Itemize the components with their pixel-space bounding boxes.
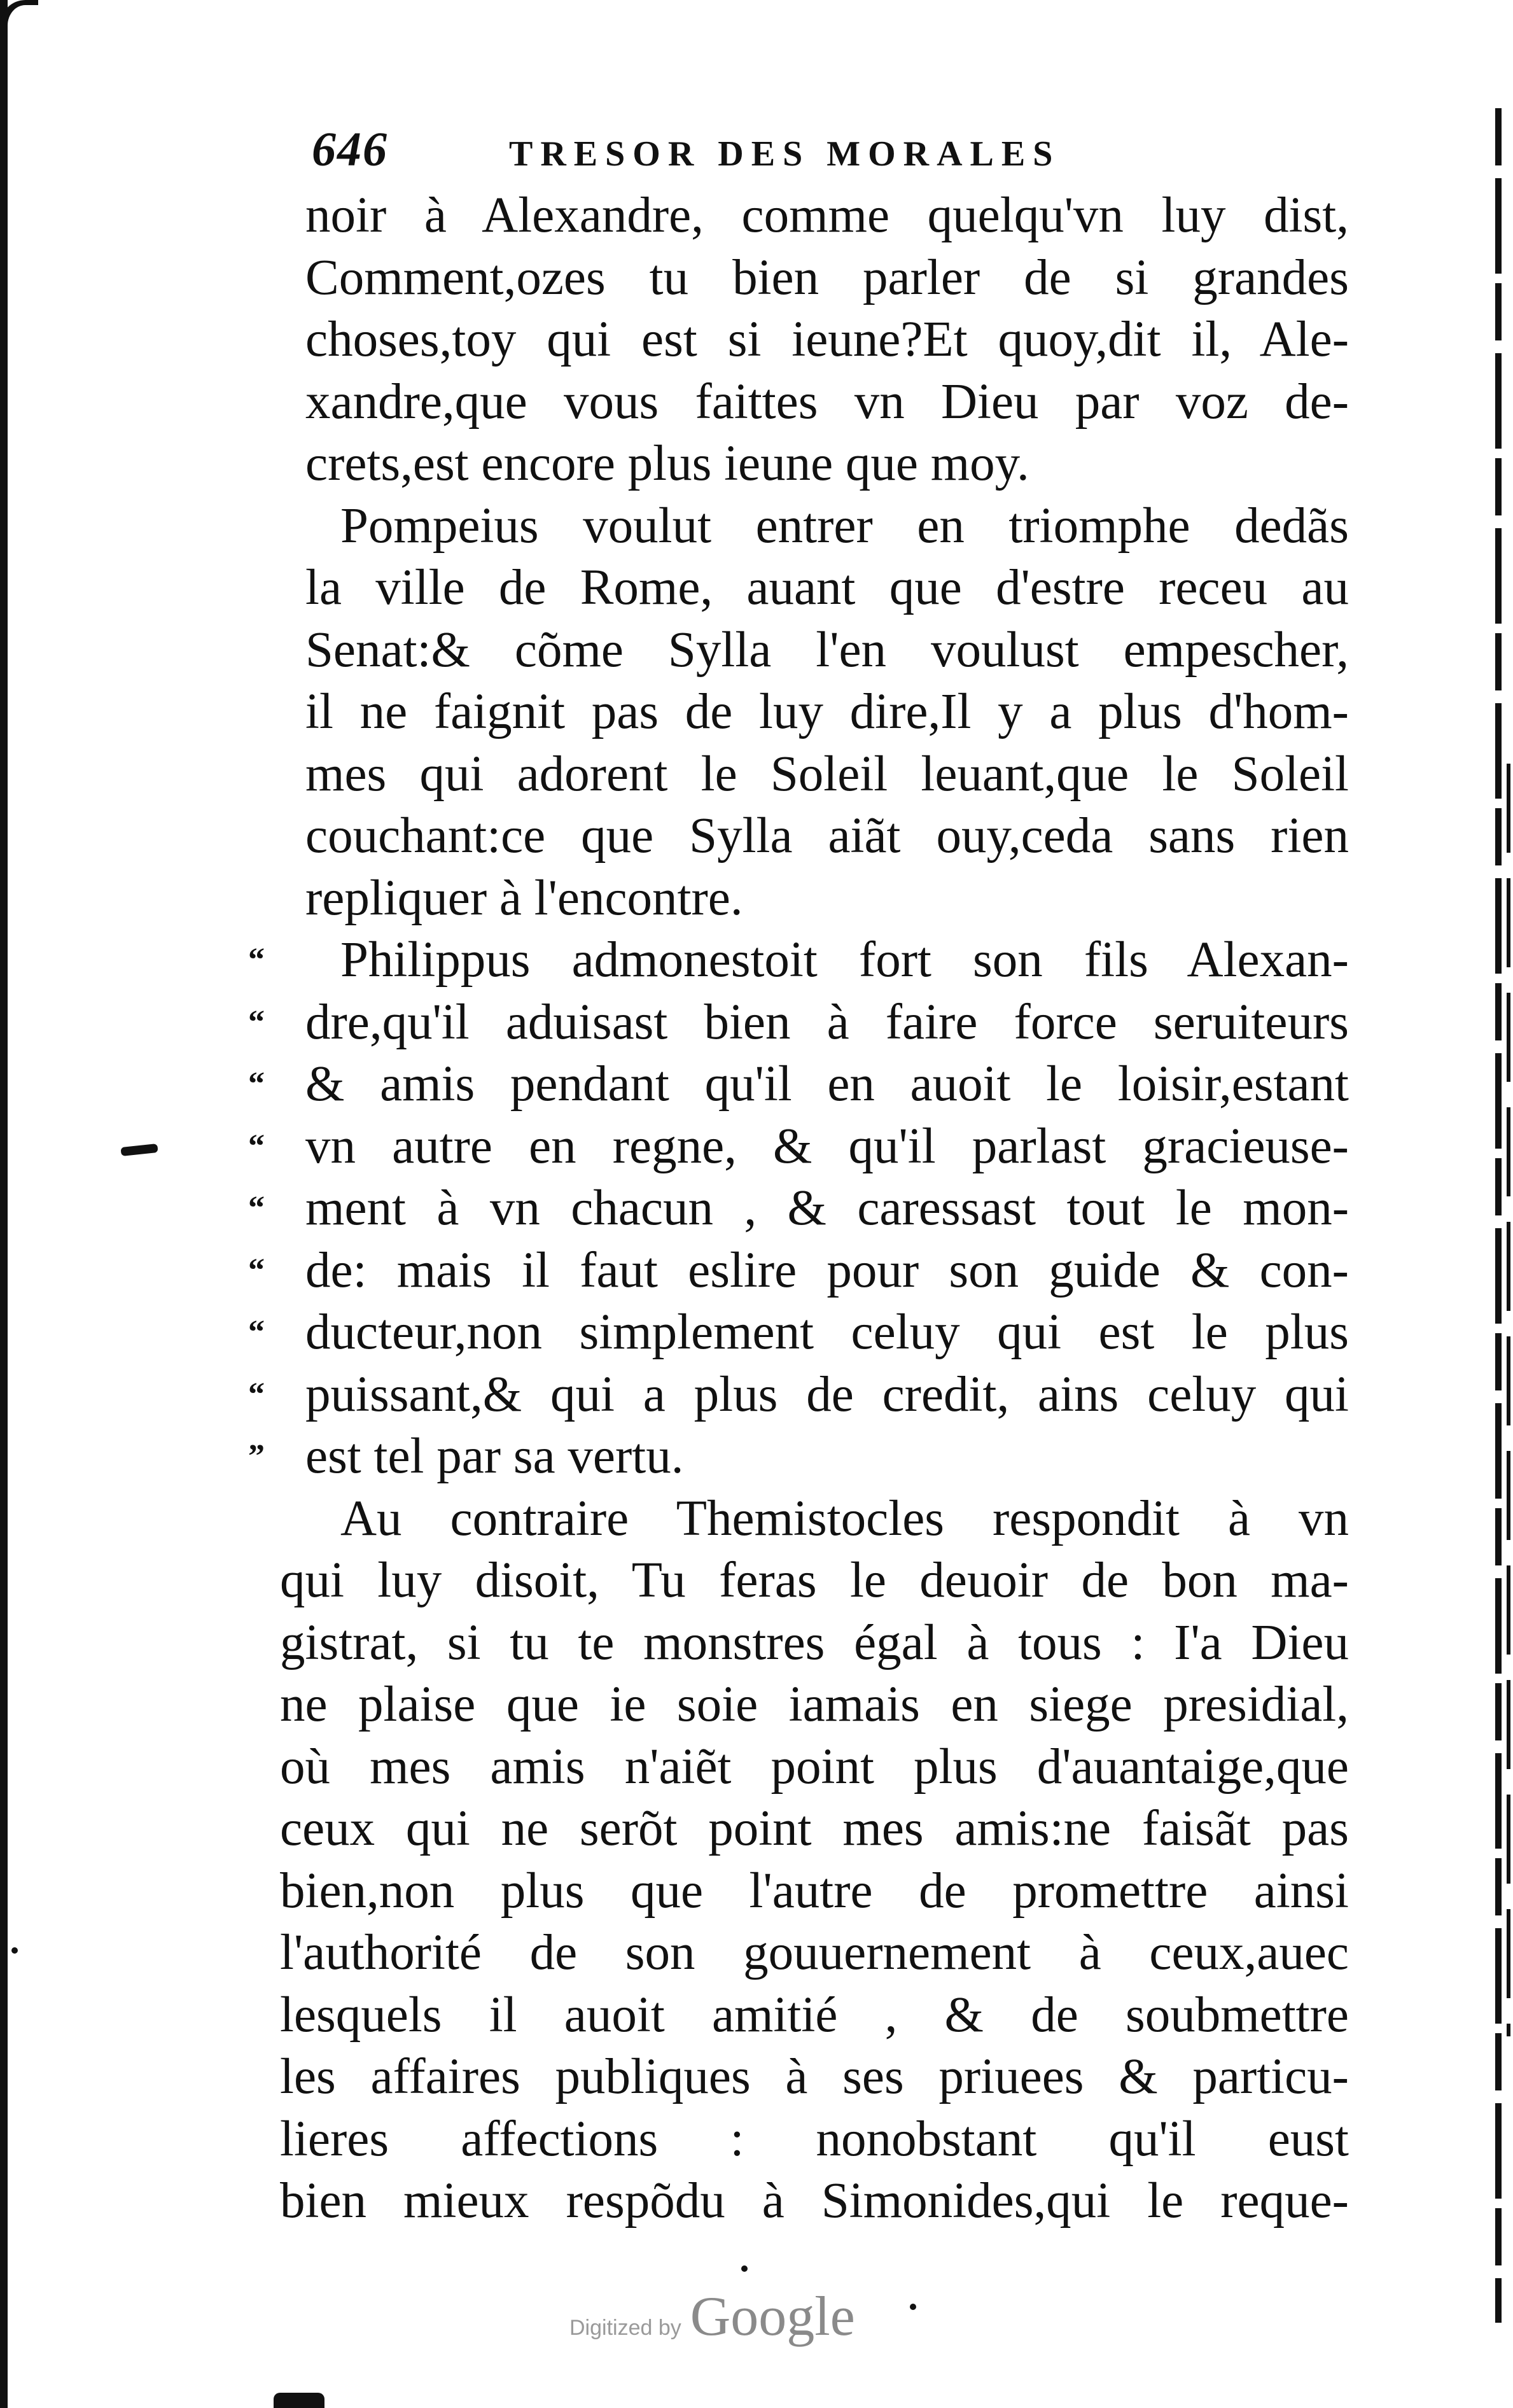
- text-line: bien,non plus que l'autre de promettre ainsi: [280, 1863, 1349, 1919]
- quoted-line: [248, 1240, 1349, 1302]
- quoted-line-text: & amis pendant qu'il en auoit le loisir,estant: [305, 1056, 1349, 1112]
- text-line: crets,est encore plus ieune que moy.: [305, 436, 1029, 491]
- text-line: lieres affections : nonobstant qu'il eust: [280, 2111, 1349, 2167]
- marginal-quote-mark: ”: [248, 1438, 265, 1474]
- text-line: ceux qui ne serõt point mes amis:ne faisãt pas: [280, 1801, 1349, 1856]
- marginal-quote-mark: “: [248, 1190, 265, 1226]
- text-line: qui luy disoit, Tu feras le deuoir de bon ma-: [280, 1553, 1349, 1608]
- marginal-quote-mark: “: [248, 1252, 265, 1289]
- marginal-quote-mark: “: [248, 1314, 265, 1350]
- text-line: Comment,ozes tu bien parler de si grandes: [305, 249, 1349, 305]
- text-line: les affaires publiques à ses priuees & particu-: [280, 2049, 1349, 2104]
- quoted-line: [248, 1053, 1349, 1116]
- quoted-line-text: puissant,& qui a plus de credit, ains celuy qui: [305, 1366, 1349, 1422]
- text-line: Pompeius voulut entrer en triomphe dedãs: [340, 498, 1349, 554]
- quoted-line: [248, 991, 1349, 1054]
- quoted-line: [248, 1425, 1349, 1488]
- quoted-line-text: Philippus admonestoit fort son fils Alexan-: [340, 932, 1349, 988]
- digitized-by-label: Digitized by: [569, 2316, 681, 2340]
- text-line: mes qui adorent le Soleil leuant,que le Soleil: [305, 746, 1349, 802]
- text-line: il ne faignit pas de luy dire,Il y a plus d'hom-: [305, 684, 1349, 739]
- text-line: ne plaise que ie soie iamais en siege presidial,: [280, 1677, 1349, 1732]
- digitized-watermark: [569, 2285, 855, 2349]
- right-page-edge-shadow: [1507, 764, 1510, 2036]
- google-logo: Google: [690, 2286, 855, 2348]
- margin-mark: [120, 1144, 158, 1156]
- text-line: couchant:ce que Sylla aiãt ouy,ceda sans rien: [305, 808, 1349, 864]
- bottom-ink-mark: [274, 2393, 324, 2408]
- text-line: la ville de Rome, auant que d'estre receu au: [305, 560, 1349, 615]
- quoted-line: [248, 1301, 1349, 1364]
- body-text: [248, 185, 1349, 2232]
- stray-ink-dot: [11, 1947, 18, 1954]
- page-number: 646: [312, 123, 388, 176]
- marginal-quote-mark: “: [248, 1004, 265, 1040]
- page-header: [312, 122, 1247, 179]
- text-line: Senat:& cõme Sylla l'en voulust empescher,: [305, 622, 1349, 678]
- text-line: choses,toy qui est si ieune?Et quoy,dit il, Ale-: [305, 312, 1349, 367]
- quoted-line-text: ment à vn chacun , & caressast tout le mon-: [305, 1180, 1349, 1236]
- marginal-quote-mark: “: [248, 1066, 265, 1102]
- left-page-edge: [0, 0, 8, 2408]
- quoted-line-text: est tel par sa vertu.: [305, 1429, 684, 1484]
- text-line: où mes amis n'aiẽt point plus d'auantaige,que: [280, 1739, 1349, 1795]
- quoted-line-text: dre,qu'il aduisast bien à faire force seruiteurs: [305, 994, 1349, 1050]
- quoted-line: [248, 1364, 1349, 1426]
- marginal-quote-mark: “: [248, 942, 265, 978]
- text-line: l'authorité de son gouuernement à ceux,auec: [280, 1925, 1349, 1980]
- text-line: lesquels il auoit amitié , & de soubmettre: [280, 1987, 1349, 2043]
- text-line: xandre,que vous faittes vn Dieu par voz de-: [305, 374, 1349, 430]
- text-line: gistrat, si tu te monstres égal à tous : I'a Dieu: [280, 1614, 1349, 1670]
- quoted-line-text: ducteur,non simplement celuy qui est le plus: [305, 1305, 1349, 1360]
- quoted-line: [248, 1116, 1349, 1178]
- quoted-line-text: de: mais il faut eslire pour son guide & con-: [305, 1242, 1349, 1298]
- stray-ink-dot: [910, 2304, 916, 2310]
- text-line: repliquer à l'encontre.: [305, 870, 743, 926]
- quoted-line: [248, 1177, 1349, 1240]
- quoted-line-text: vn autre en regne, & qu'il parlast gracieuse-: [305, 1118, 1349, 1174]
- text-line: bien mieux respõdu à Simonides,qui le reque-: [280, 2173, 1349, 2229]
- quoted-line: [248, 929, 1349, 991]
- running-head: TRESOR DES MORALES: [509, 134, 1061, 174]
- marginal-quote-mark: “: [248, 1128, 265, 1165]
- marginal-quote-mark: “: [248, 1376, 265, 1413]
- text-line: Au contraire Themistocles respondit à vn: [340, 1490, 1349, 1546]
- right-page-edge: [1495, 108, 1502, 2323]
- text-line: noir à Alexandre, comme quelqu'vn luy dist,: [305, 188, 1349, 243]
- stray-ink-dot: [741, 2265, 748, 2272]
